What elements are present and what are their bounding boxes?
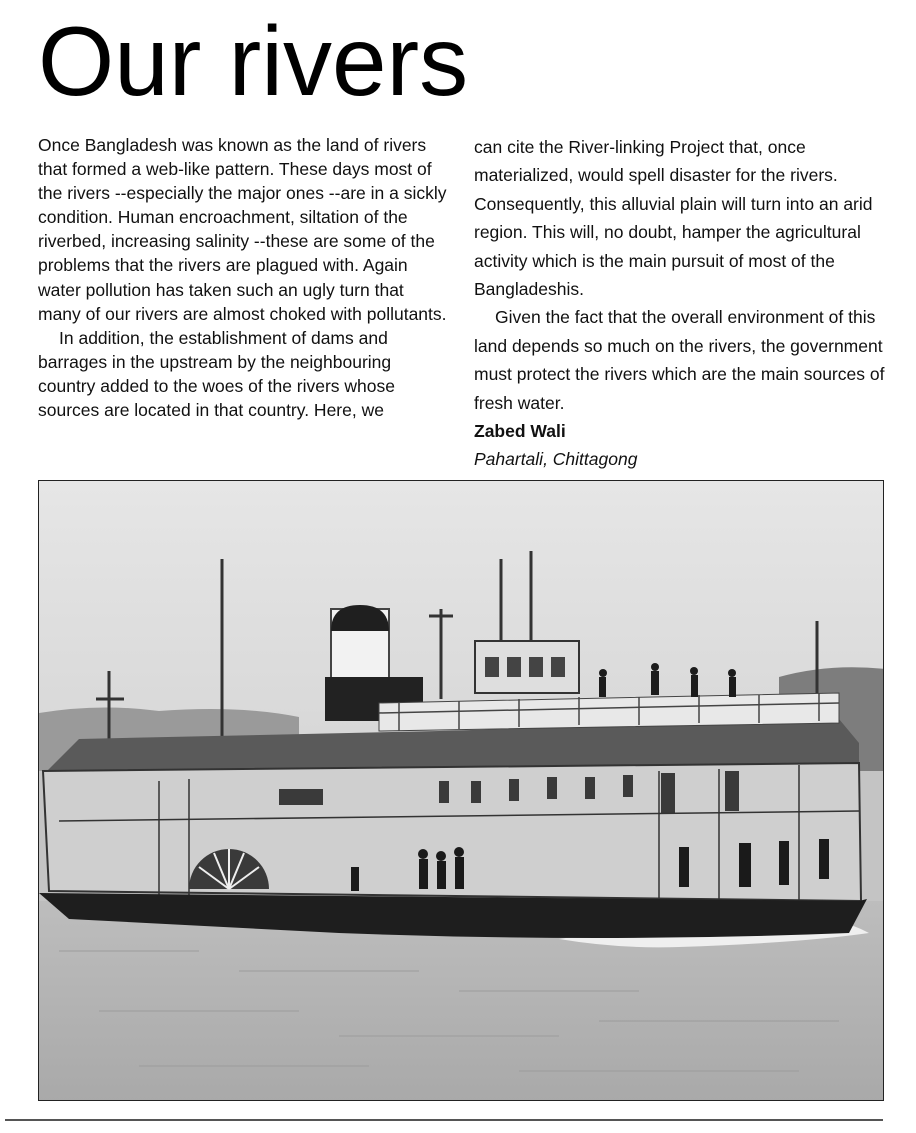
bottom-rule [5, 1119, 883, 1121]
steamer-illustration [39, 481, 884, 1101]
right-paragraph-1: can cite the River-linking Project that, once materialized, would spell disaster for the rivers. Consequently, this alluvial plain will turn into an arid region. This will, no doubt, hamper the agricultural activity which is the main pursuit of most of the Bangladeshis. [474, 137, 873, 300]
steamer-photo [38, 480, 884, 1101]
left-paragraph-2: In addition, the establishment of dams and barrages in the upstream by the neighbouring country added to the woes of the rivers whose sources are located in that country. Here, we [38, 327, 396, 421]
right-column [474, 133, 894, 474]
right-paragraph-2: Given the fact that the overall environment of this land depends so much on the rivers, the government must protect the rivers which are the main sources of fresh water. [474, 307, 885, 413]
author-name: Zabed Wali [474, 421, 566, 442]
left-paragraph-1: Once Bangladesh was known as the land of rivers that formed a web-like pattern. These days most of the rivers --especially the major ones --are in a sickly condition. Human encroachment, siltation of the riverbed, increasing salinity --these are some of the problems that the rivers are plagued with. Again water pollution has taken such an ugly turn that many of our rivers are almost choked with pollutants. [38, 135, 447, 324]
left-column [38, 133, 450, 422]
article-title: Our rivers [38, 6, 469, 116]
author-location: Pahartali, Chittagong [474, 449, 638, 470]
